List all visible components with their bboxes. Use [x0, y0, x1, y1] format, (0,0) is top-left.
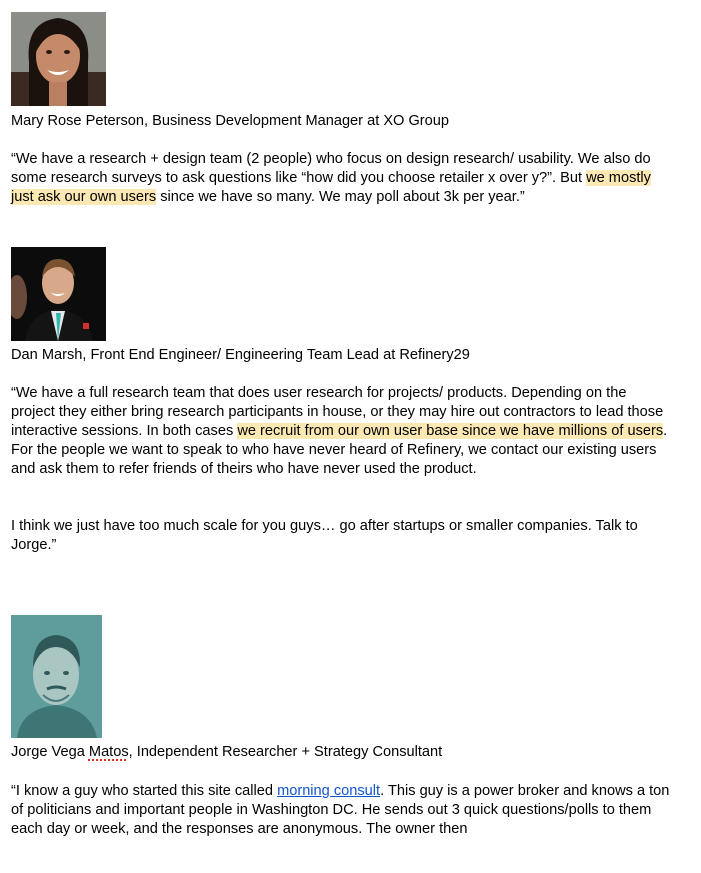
mary-rose-peterson-photo [11, 12, 106, 106]
name-text: , Independent Researcher + Strategy Consultant [128, 744, 443, 760]
portrait-photo-icon [11, 615, 102, 738]
portrait-photo-icon [11, 247, 106, 341]
dan-marsh-quote-continued: I think we just have too much scale for you guys… go after startups or smaller companies. Talk to Jorge.” [11, 518, 638, 553]
jorge-vega-matos-name [11, 743, 442, 762]
quote-text: . This guy is a power broker and knows a ton of politicians and important people in Washington DC. He sends out 3 quick questions/polls to them each day or week, and the responses are anonymous. The owner then [11, 783, 670, 837]
dan-marsh-name: Dan Marsh, Front End Engineer/ Engineering Team Lead at Refinery29 [11, 347, 470, 363]
spellcheck-flagged-word[interactable]: Matos [88, 744, 129, 760]
highlighted-text: we mostly just ask our own users [11, 170, 651, 205]
dan-marsh-quote [11, 384, 671, 479]
quote-text: “We have a full research team that does user research for projects/ products. Depending on the project they either bring research participants in house, or they may hire out contractors to lead those interactive sessions. In both cases [11, 385, 664, 439]
jorge-vega-matos-quote [11, 782, 671, 839]
quote-text: since we have so many. We may poll about 3k per year.” [156, 189, 525, 205]
mary-rose-peterson-name: Mary Rose Peterson, Business Development Manager at XO Group [11, 113, 450, 129]
quote-text: . For the people we want to speak to who have never heard of Refinery, we contact our existing users and ask them to refer friends of theirs who have never used the product. [11, 423, 668, 477]
name-text: Jorge Vega [11, 744, 89, 760]
mary-rose-peterson-quote [11, 150, 671, 207]
portrait-photo-icon [11, 12, 106, 106]
quote-text: “We have a research + design team (2 people) who focus on design research/ usability. We also do some research surveys to ask questions like “how did you choose retailer x over y?”. But [11, 151, 651, 186]
highlighted-text: we recruit from our own user base since we have millions of users [237, 423, 664, 439]
dan-marsh-photo [11, 247, 106, 341]
quote-text: “I know a guy who started this site called [11, 783, 278, 799]
morning-consult-link[interactable]: morning consult [277, 783, 381, 799]
jorge-vega-matos-photo [11, 615, 102, 738]
